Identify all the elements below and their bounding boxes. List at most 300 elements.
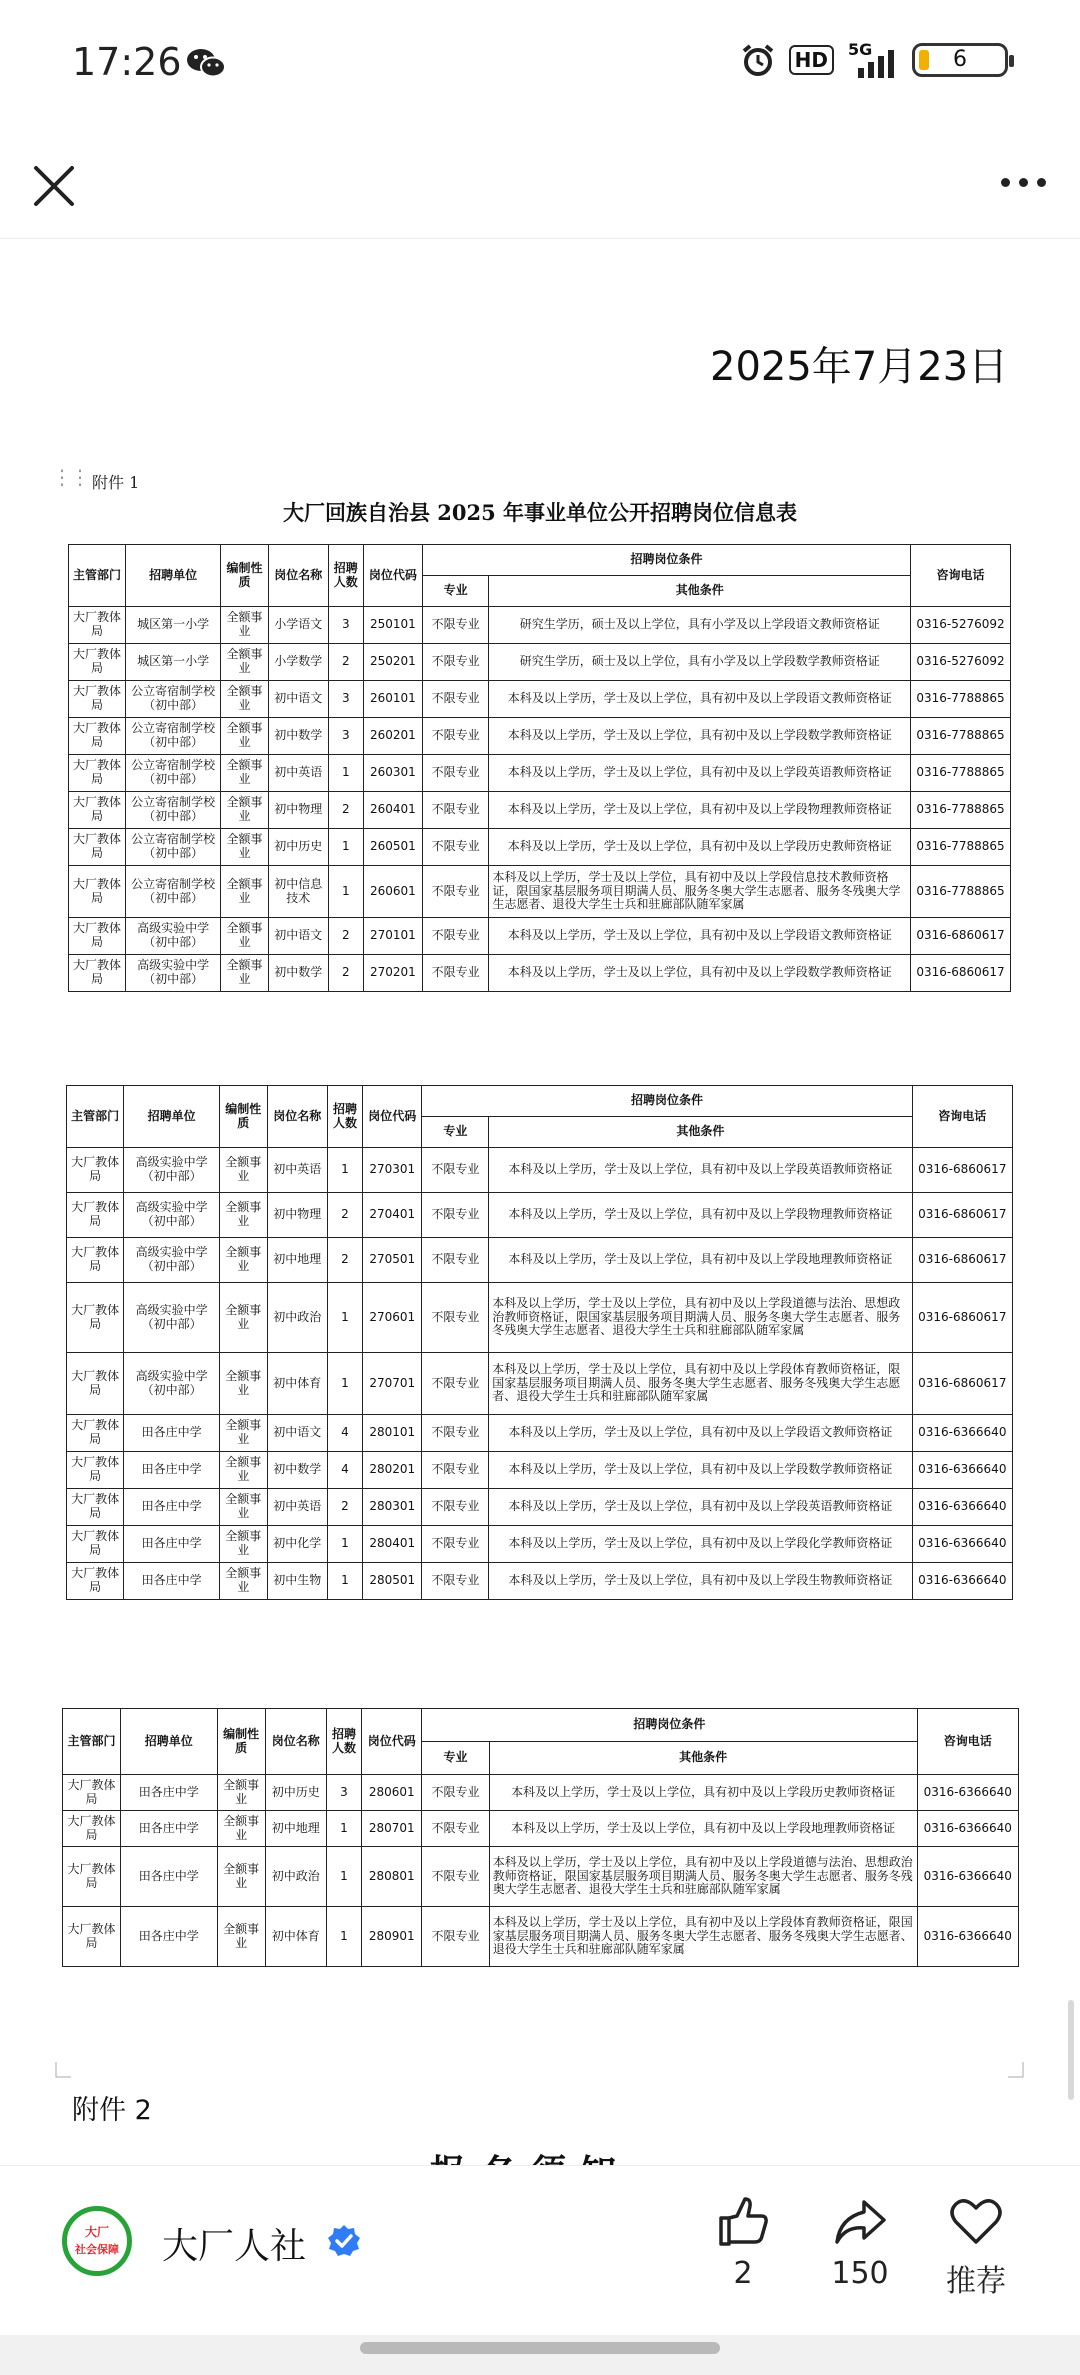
cell-type: 全额事业 [221, 829, 269, 866]
cell-code: 280501 [363, 1563, 422, 1600]
cell-major: 不限专业 [422, 1193, 489, 1238]
share-icon [832, 2196, 888, 2248]
cell-tel: 0316-6366640 [912, 1489, 1012, 1526]
table-row [67, 1526, 1013, 1563]
cell-tel: 0316-6366640 [912, 1452, 1012, 1489]
cell-other: 本科及以上学历，学士及以上学位，具有初中及以上学段历史教师资格证 [489, 829, 911, 866]
cell-other: 本科及以上学历，学士及以上学位，具有初中及以上学段道德与法治、思想政治教师资格证，限国家基层服务项目期满人员、服务冬奥大学生志愿者、服务冬残奥大学生志愿者、退役大学生士兵和驻廊部队随军家属 [489, 1283, 912, 1353]
page-corner-mark [1008, 2062, 1024, 2078]
cell-major: 不限专业 [422, 1847, 490, 1907]
top-nav [0, 130, 1080, 239]
header-unit: 招聘单位 [126, 545, 221, 607]
cell-post: 初中历史 [268, 829, 328, 866]
cell-num: 1 [327, 1283, 362, 1353]
cell-dept: 大厂教体局 [69, 829, 126, 866]
recommend-button[interactable] [926, 2196, 1026, 2300]
cell-major: 不限专业 [422, 955, 489, 992]
cell-num: 2 [327, 1489, 362, 1526]
job-table-1 [68, 544, 1011, 992]
cell-other: 本科及以上学历，学士及以上学位，具有初中及以上学段地理教师资格证 [489, 1238, 912, 1283]
cell-type: 全额事业 [221, 918, 269, 955]
header-conditions: 招聘岗位条件 [422, 545, 910, 576]
cell-num: 1 [326, 1847, 362, 1907]
table-row [67, 1283, 1013, 1353]
cell-post: 初中英语 [267, 1148, 327, 1193]
cell-tel: 0316-7788865 [911, 792, 1011, 829]
header-tel: 咨询电话 [917, 1709, 1018, 1775]
header-code: 岗位代码 [363, 545, 422, 607]
cell-num: 2 [328, 918, 363, 955]
cell-code: 280901 [362, 1907, 422, 1967]
cell-type: 全额事业 [217, 1775, 265, 1811]
cell-code: 280301 [363, 1489, 422, 1526]
cell-unit: 公立寄宿制学校（初中部） [126, 829, 221, 866]
cell-tel: 0316-6860617 [911, 918, 1011, 955]
cell-num: 1 [327, 1353, 362, 1415]
cell-unit: 公立寄宿制学校（初中部） [126, 718, 221, 755]
cell-tel: 0316-7788865 [911, 866, 1011, 918]
header-num: 招聘人数 [328, 545, 363, 607]
cell-major: 不限专业 [422, 1415, 489, 1452]
cell-code: 260601 [363, 866, 422, 918]
cell-post: 初中体育 [265, 1907, 326, 1967]
cell-tel: 0316-6366640 [917, 1907, 1018, 1967]
header-conditions: 招聘岗位条件 [422, 1086, 912, 1117]
cell-code: 250101 [363, 607, 422, 644]
cell-post: 初中历史 [265, 1775, 326, 1811]
header-other: 其他条件 [489, 576, 911, 607]
header-other: 其他条件 [489, 1117, 912, 1148]
cell-dept: 大厂教体局 [69, 718, 126, 755]
heart-icon [948, 2196, 1004, 2248]
cell-type: 全额事业 [221, 792, 269, 829]
cell-post: 初中语文 [268, 681, 328, 718]
cell-tel: 0316-6366640 [912, 1563, 1012, 1600]
cell-dept: 大厂教体局 [67, 1563, 124, 1600]
cell-major: 不限专业 [422, 829, 489, 866]
cell-post: 初中英语 [267, 1489, 327, 1526]
header-dept: 主管部门 [69, 545, 126, 607]
cell-dept: 大厂教体局 [69, 866, 126, 918]
cell-num: 1 [327, 1148, 362, 1193]
table-row [69, 955, 1011, 992]
cell-type: 全额事业 [221, 607, 269, 644]
cell-num: 1 [327, 1526, 362, 1563]
doc-date: 2025年7月23日 [710, 344, 1009, 390]
cell-code: 260101 [363, 681, 422, 718]
cell-code: 270401 [363, 1193, 422, 1238]
table-row [63, 1907, 1019, 1967]
table-row [69, 644, 1011, 681]
logo-text-bottom: 社会保障 [75, 2243, 119, 2256]
cell-num: 2 [328, 955, 363, 992]
cell-post: 初中语文 [268, 918, 328, 955]
doc-title: 大厂回族自治县 2025 年事业单位公开招聘岗位信息表 [282, 500, 798, 525]
cell-code: 280101 [363, 1415, 422, 1452]
cell-unit: 高级实验中学（初中部） [124, 1238, 220, 1283]
bottom-bar [0, 2165, 1080, 2336]
cell-type: 全额事业 [219, 1148, 267, 1193]
cell-code: 270301 [363, 1148, 422, 1193]
cell-unit: 高级实验中学（初中部） [124, 1148, 220, 1193]
cell-dept: 大厂教体局 [67, 1489, 124, 1526]
cell-unit: 公立寄宿制学校（初中部） [126, 755, 221, 792]
cell-unit: 田各庄中学 [120, 1775, 217, 1811]
cell-tel: 0316-6860617 [911, 955, 1011, 992]
header-tel: 咨询电话 [911, 545, 1011, 607]
cell-post: 初中数学 [267, 1452, 327, 1489]
header-post: 岗位名称 [267, 1086, 327, 1148]
cell-post: 初中语文 [267, 1415, 327, 1452]
header-code: 岗位代码 [363, 1086, 422, 1148]
job-table-2 [66, 1085, 1013, 1600]
home-indicator[interactable] [360, 2342, 720, 2354]
table-row [67, 1415, 1013, 1452]
cell-dept: 大厂教体局 [69, 607, 126, 644]
cell-num: 1 [328, 829, 363, 866]
cell-code: 270101 [363, 918, 422, 955]
like-button[interactable] [693, 2196, 793, 2291]
logo-text-top: 大厂 [84, 2225, 109, 2239]
attachment-1-label: 附件 1 [92, 473, 140, 492]
header-num: 招聘人数 [327, 1086, 362, 1148]
page-corner-mark [55, 2062, 71, 2078]
cell-tel: 0316-6860617 [912, 1283, 1012, 1353]
cell-unit: 田各庄中学 [124, 1563, 220, 1600]
cell-num: 2 [328, 792, 363, 829]
header-post: 岗位名称 [265, 1709, 326, 1775]
cell-other: 本科及以上学历，学士及以上学位，具有初中及以上学段英语教师资格证 [489, 755, 911, 792]
cell-unit: 城区第一小学 [126, 644, 221, 681]
cell-unit: 田各庄中学 [124, 1526, 220, 1563]
cell-dept: 大厂教体局 [63, 1775, 121, 1811]
status-bar [0, 0, 1080, 130]
cell-type: 全额事业 [217, 1847, 265, 1907]
cell-other: 本科及以上学历，学士及以上学位，具有初中及以上学段英语教师资格证 [489, 1148, 912, 1193]
share-count: 150 [831, 2256, 889, 2291]
more-icon[interactable] [1001, 178, 1046, 187]
cell-dept: 大厂教体局 [69, 955, 126, 992]
cell-num: 4 [327, 1415, 362, 1452]
cell-major: 不限专业 [422, 1811, 490, 1847]
table-row [67, 1563, 1013, 1600]
cell-major: 不限专业 [422, 607, 489, 644]
cell-type: 全额事业 [221, 955, 269, 992]
cell-post: 初中政治 [267, 1283, 327, 1353]
account-name[interactable]: 大厂人社 [162, 2226, 307, 2267]
cell-post: 初中政治 [265, 1847, 326, 1907]
cell-major: 不限专业 [422, 644, 489, 681]
cell-type: 全额事业 [219, 1283, 267, 1353]
network-type: 5G [848, 40, 873, 59]
cell-other: 本科及以上学历，学士及以上学位，具有初中及以上学段物理教师资格证 [489, 792, 911, 829]
account-logo[interactable] [62, 2206, 132, 2276]
cell-dept: 大厂教体局 [63, 1847, 121, 1907]
cell-dept: 大厂教体局 [67, 1415, 124, 1452]
cell-dept: 大厂教体局 [67, 1193, 124, 1238]
cell-major: 不限专业 [422, 1526, 489, 1563]
hd-badge: HD [789, 45, 834, 75]
cell-post: 初中数学 [268, 955, 328, 992]
cell-dept: 大厂教体局 [67, 1526, 124, 1563]
cell-major: 不限专业 [422, 866, 489, 918]
cell-other: 本科及以上学历，学士及以上学位，具有初中及以上学段地理教师资格证 [489, 1811, 917, 1847]
drag-handle-icon[interactable]: ⋮⋮ [52, 465, 88, 489]
header-type: 编制性质 [219, 1086, 267, 1148]
thumbs-up-icon [715, 2196, 771, 2248]
cell-num: 1 [327, 1563, 362, 1600]
cell-tel: 0316-7788865 [911, 829, 1011, 866]
cell-unit: 公立寄宿制学校（初中部） [126, 866, 221, 918]
cell-other: 本科及以上学历，学士及以上学位，具有初中及以上学段数学教师资格证 [489, 718, 911, 755]
table-row [67, 1148, 1013, 1193]
next-section-heading [430, 2145, 630, 2167]
cell-unit: 田各庄中学 [124, 1452, 220, 1489]
cell-code: 280801 [362, 1847, 422, 1907]
cell-type: 全额事业 [219, 1489, 267, 1526]
cell-tel: 0316-6366640 [917, 1811, 1018, 1847]
cell-type: 全额事业 [219, 1353, 267, 1415]
cell-post: 初中物理 [267, 1193, 327, 1238]
table-row [67, 1193, 1013, 1238]
cell-tel: 0316-6860617 [912, 1193, 1012, 1238]
cell-code: 270601 [363, 1283, 422, 1353]
cell-code: 260201 [363, 718, 422, 755]
cell-type: 全额事业 [219, 1415, 267, 1452]
cell-post: 初中信息技术 [268, 866, 328, 918]
cell-num: 1 [326, 1811, 362, 1847]
cell-type: 全额事业 [221, 644, 269, 681]
header-code: 岗位代码 [362, 1709, 422, 1775]
cell-num: 1 [328, 755, 363, 792]
cell-post: 初中物理 [268, 792, 328, 829]
cell-unit: 田各庄中学 [120, 1907, 217, 1967]
table-header-row [67, 1086, 1013, 1117]
cell-tel: 0316-6860617 [912, 1353, 1012, 1415]
table-row [67, 1353, 1013, 1415]
cell-code: 280701 [362, 1811, 422, 1847]
cell-post: 初中化学 [267, 1526, 327, 1563]
cell-code: 280601 [362, 1775, 422, 1811]
cell-dept: 大厂教体局 [67, 1283, 124, 1353]
cell-unit: 城区第一小学 [126, 607, 221, 644]
header-tel: 咨询电话 [912, 1086, 1012, 1148]
cell-post: 初中地理 [267, 1238, 327, 1283]
cell-unit: 高级实验中学（初中部） [126, 918, 221, 955]
cell-tel: 0316-7788865 [911, 755, 1011, 792]
table-row [67, 1238, 1013, 1283]
cell-code: 260401 [363, 792, 422, 829]
table-row [69, 755, 1011, 792]
table-header-row [63, 1709, 1019, 1742]
cell-num: 1 [328, 866, 363, 918]
cell-tel: 0316-7788865 [911, 718, 1011, 755]
cell-dept: 大厂教体局 [69, 918, 126, 955]
cell-other: 本科及以上学历，学士及以上学位，具有初中及以上学段物理教师资格证 [489, 1193, 912, 1238]
cell-unit: 高级实验中学（初中部） [124, 1193, 220, 1238]
cell-major: 不限专业 [422, 681, 489, 718]
cell-code: 280401 [363, 1526, 422, 1563]
cell-code: 270701 [363, 1353, 422, 1415]
cell-post: 小学语文 [268, 607, 328, 644]
cell-tel: 0316-7788865 [911, 681, 1011, 718]
header-num: 招聘人数 [326, 1709, 362, 1775]
cell-type: 全额事业 [219, 1193, 267, 1238]
cell-dept: 大厂教体局 [67, 1353, 124, 1415]
cell-unit: 田各庄中学 [120, 1847, 217, 1907]
cell-other: 本科及以上学历，学士及以上学位，具有初中及以上学段生物教师资格证 [489, 1563, 912, 1600]
cell-post: 小学数学 [268, 644, 328, 681]
signal-icon [848, 42, 898, 78]
cell-tel: 0316-6366640 [912, 1415, 1012, 1452]
cell-tel: 0316-6860617 [912, 1148, 1012, 1193]
cell-dept: 大厂教体局 [69, 755, 126, 792]
cell-type: 全额事业 [217, 1907, 265, 1967]
cell-dept: 大厂教体局 [69, 644, 126, 681]
cell-type: 全额事业 [219, 1526, 267, 1563]
cell-post: 初中生物 [267, 1563, 327, 1600]
cell-major: 不限专业 [422, 1775, 490, 1811]
cell-other: 本科及以上学历，学士及以上学位，具有初中及以上学段化学教师资格证 [489, 1526, 912, 1563]
table-header-row [69, 545, 1011, 576]
cell-num: 3 [328, 718, 363, 755]
cell-other: 本科及以上学历，学士及以上学位，具有初中及以上学段数学教师资格证 [489, 1452, 912, 1489]
cell-unit: 田各庄中学 [124, 1415, 220, 1452]
cell-type: 全额事业 [221, 718, 269, 755]
cell-tel: 0316-6860617 [912, 1238, 1012, 1283]
cell-major: 不限专业 [422, 1238, 489, 1283]
status-time: 17:26 [72, 40, 182, 84]
header-unit: 招聘单位 [120, 1709, 217, 1775]
header-unit: 招聘单位 [124, 1086, 220, 1148]
wechat-icon [186, 46, 226, 80]
header-dept: 主管部门 [67, 1086, 124, 1148]
cell-dept: 大厂教体局 [63, 1811, 121, 1847]
cell-code: 260501 [363, 829, 422, 866]
cell-major: 不限专业 [422, 792, 489, 829]
cell-code: 260301 [363, 755, 422, 792]
cell-tel: 0316-6366640 [917, 1847, 1018, 1907]
cell-other: 本科及以上学历，学士及以上学位，具有初中及以上学段体育教师资格证，限国家基层服务项目期满人员、服务冬奥大学生志愿者、服务冬残奥大学生志愿者、退役大学生士兵和驻廊部队随军家属 [489, 1907, 917, 1967]
cell-unit: 田各庄中学 [124, 1489, 220, 1526]
cell-post: 初中地理 [265, 1811, 326, 1847]
cell-code: 250201 [363, 644, 422, 681]
table-row [67, 1489, 1013, 1526]
cell-tel: 0316-6366640 [912, 1526, 1012, 1563]
cell-num: 2 [328, 644, 363, 681]
header-type: 编制性质 [221, 545, 269, 607]
table-row [69, 718, 1011, 755]
cell-code: 280201 [363, 1452, 422, 1489]
cell-major: 不限专业 [422, 1489, 489, 1526]
cell-major: 不限专业 [422, 755, 489, 792]
cell-type: 全额事业 [217, 1811, 265, 1847]
table-row [63, 1847, 1019, 1907]
table-row [63, 1811, 1019, 1847]
cell-num: 4 [327, 1452, 362, 1489]
cell-other: 本科及以上学历，学士及以上学位，具有初中及以上学段信息技术教师资格证，限国家基层服务项目期满人员、服务冬奥大学生志愿者、服务冬残奥大学生志愿者、退役大学生士兵和驻廊部队随军家属 [489, 866, 911, 918]
cell-other: 本科及以上学历，学士及以上学位，具有初中及以上学段数学教师资格证 [489, 955, 911, 992]
table-row [69, 681, 1011, 718]
cell-post: 初中英语 [268, 755, 328, 792]
cell-code: 270201 [363, 955, 422, 992]
table-row [63, 1775, 1019, 1811]
cell-other: 研究生学历，硕士及以上学位，具有小学及以上学段数学教师资格证 [489, 644, 911, 681]
cell-num: 3 [326, 1775, 362, 1811]
table-row [69, 607, 1011, 644]
cell-other: 本科及以上学历，学士及以上学位，具有初中及以上学段历史教师资格证 [489, 1775, 917, 1811]
cell-type: 全额事业 [219, 1238, 267, 1283]
cell-major: 不限专业 [422, 1353, 489, 1415]
cell-num: 3 [328, 607, 363, 644]
cell-major: 不限专业 [422, 918, 489, 955]
table-row [69, 866, 1011, 918]
cell-num: 2 [327, 1238, 362, 1283]
header-other: 其他条件 [489, 1742, 917, 1775]
header-major: 专业 [422, 1742, 490, 1775]
cell-dept: 大厂教体局 [63, 1907, 121, 1967]
cell-tel: 0316-5276092 [911, 607, 1011, 644]
header-post: 岗位名称 [268, 545, 328, 607]
table-row [69, 918, 1011, 955]
cell-num: 1 [326, 1907, 362, 1967]
cell-major: 不限专业 [422, 1563, 489, 1600]
cell-dept: 大厂教体局 [67, 1148, 124, 1193]
share-button[interactable] [810, 2196, 910, 2291]
job-table-3 [62, 1708, 1019, 1967]
cell-post: 初中体育 [267, 1353, 327, 1415]
verified-icon [327, 2224, 361, 2258]
cell-unit: 高级实验中学（初中部） [126, 955, 221, 992]
cell-other: 本科及以上学历，学士及以上学位，具有初中及以上学段语文教师资格证 [489, 681, 911, 718]
cell-dept: 大厂教体局 [67, 1238, 124, 1283]
header-conditions: 招聘岗位条件 [422, 1709, 917, 1742]
table-row [67, 1452, 1013, 1489]
cell-type: 全额事业 [221, 755, 269, 792]
close-icon[interactable] [28, 160, 80, 212]
cell-major: 不限专业 [422, 1283, 489, 1353]
cell-major: 不限专业 [422, 1452, 489, 1489]
cell-dept: 大厂教体局 [67, 1452, 124, 1489]
cell-post: 初中数学 [268, 718, 328, 755]
cell-unit: 高级实验中学（初中部） [124, 1353, 220, 1415]
battery-level: 6 [953, 47, 967, 72]
cell-dept: 大厂教体局 [69, 681, 126, 718]
cell-major: 不限专业 [422, 718, 489, 755]
cell-code: 270501 [363, 1238, 422, 1283]
cell-dept: 大厂教体局 [69, 792, 126, 829]
alarm-icon [741, 43, 775, 77]
cell-unit: 公立寄宿制学校（初中部） [126, 792, 221, 829]
cell-other: 本科及以上学历，学士及以上学位，具有初中及以上学段语文教师资格证 [489, 1415, 912, 1452]
cell-other: 研究生学历，硕士及以上学位，具有小学及以上学段语文教师资格证 [489, 607, 911, 644]
recommend-label: 推荐 [946, 2264, 1006, 2299]
header-major: 专业 [422, 1117, 489, 1148]
header-major: 专业 [422, 576, 489, 607]
cell-major: 不限专业 [422, 1907, 490, 1967]
like-count: 2 [733, 2256, 753, 2291]
header-dept: 主管部门 [63, 1709, 121, 1775]
cell-other: 本科及以上学历，学士及以上学位，具有初中及以上学段体育教师资格证，限国家基层服务项目期满人员、服务冬奥大学生志愿者、服务冬残奥大学生志愿者、退役大学生士兵和驻廊部队随军家属 [489, 1353, 912, 1415]
table-row [69, 792, 1011, 829]
table-row [69, 829, 1011, 866]
battery-icon [912, 43, 1008, 77]
cell-major: 不限专业 [422, 1148, 489, 1193]
cell-unit: 田各庄中学 [120, 1811, 217, 1847]
header-type: 编制性质 [217, 1709, 265, 1775]
cell-other: 本科及以上学历，学士及以上学位，具有初中及以上学段英语教师资格证 [489, 1489, 912, 1526]
scrollbar[interactable] [1068, 2000, 1074, 2100]
